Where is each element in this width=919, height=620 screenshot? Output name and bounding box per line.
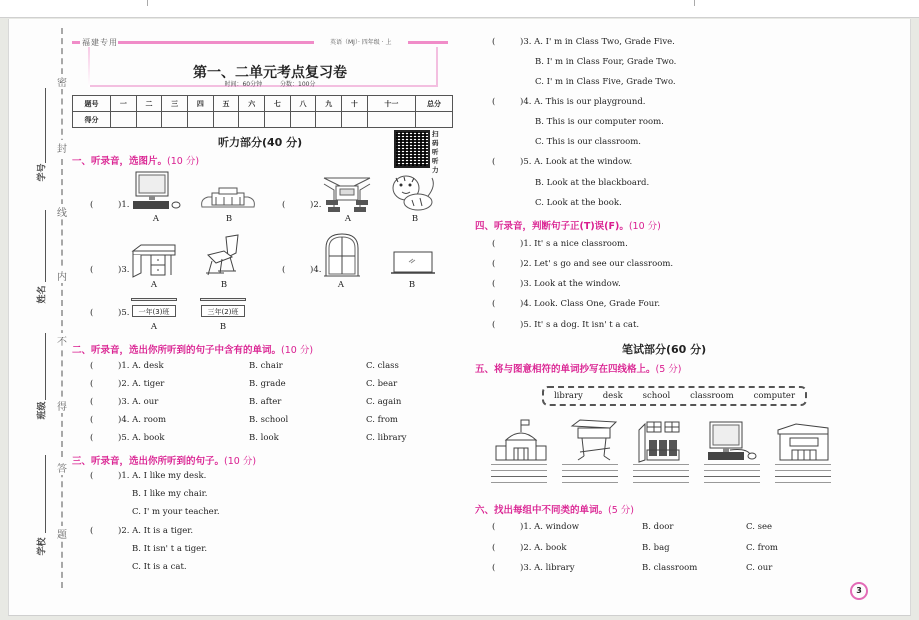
- binding-dashed-line: [61, 28, 63, 588]
- field-label-school: 学校: [37, 537, 48, 556]
- answer-blank[interactable]: (: [492, 320, 496, 330]
- question-number: )2.: [310, 200, 322, 210]
- section-points: (5 分): [655, 364, 682, 375]
- statement: )1. It' s a nice classroom.: [520, 239, 628, 249]
- score-cell: 得分: [73, 112, 111, 128]
- chair-icon: [204, 233, 242, 279]
- question-1-5: [90, 308, 129, 318]
- option-a: )4. A. This is our playground.: [520, 97, 646, 107]
- question-number: )1.: [118, 200, 130, 210]
- section-points: (10 分): [628, 221, 661, 232]
- section-5-title: [475, 361, 682, 375]
- field-label-name: 姓名: [37, 285, 48, 304]
- option-a: )3. A. library: [520, 563, 575, 573]
- answer-blank[interactable]: (: [90, 361, 94, 371]
- score-cell: 六: [239, 96, 265, 112]
- writing-lines[interactable]: [491, 464, 547, 488]
- answer-blank[interactable]: (: [282, 200, 286, 210]
- answer-blank[interactable]: (: [90, 471, 94, 481]
- score-input-cell[interactable]: [316, 112, 342, 128]
- answer-blank[interactable]: (: [492, 543, 496, 553]
- option-b: B. chair: [249, 361, 283, 371]
- option-label-a: A: [337, 280, 345, 290]
- option-b: B. grade: [249, 379, 286, 389]
- score-cell: 五: [213, 96, 239, 112]
- option-c: C. Look at the book.: [535, 198, 622, 208]
- option-c: C. from: [746, 543, 778, 553]
- question-number: )5.: [118, 308, 130, 318]
- statement: )3. Look at the window.: [520, 279, 621, 289]
- question-1-2: [282, 200, 321, 210]
- score-input-cell[interactable]: [111, 112, 137, 128]
- option-label-b: B: [219, 322, 227, 332]
- option-b: B. I' m in Class Four, Grade Two.: [535, 57, 677, 67]
- option-a: )1. A. I like my desk.: [118, 471, 207, 481]
- statement: )5. It' s a dog. It isn' t a cat.: [520, 320, 640, 330]
- region-tag: 福建专用: [82, 38, 118, 47]
- option-a: )5. A. book: [118, 433, 165, 443]
- word-bank-item: computer: [753, 391, 796, 401]
- score-cell: 十一: [367, 96, 415, 112]
- answer-blank[interactable]: (: [90, 526, 94, 536]
- option-c: C. see: [746, 522, 773, 532]
- score-table-score-row: [73, 112, 453, 128]
- section-points: (10 分): [281, 345, 314, 356]
- word-bank-item: school: [642, 391, 671, 401]
- option-label-b: B: [220, 280, 228, 290]
- section-points: (5 分): [608, 505, 634, 516]
- question-4-5: [492, 320, 639, 330]
- binding-char: 线: [55, 204, 69, 219]
- option-a: )5. A. Look at the window.: [520, 157, 633, 167]
- question-4-2: [492, 259, 673, 269]
- score-table: [72, 95, 453, 128]
- field-line-name[interactable]: [45, 210, 46, 282]
- question-number: )4.: [310, 265, 322, 275]
- book-label: 英语（MJ）· 四年级 · 上: [330, 39, 392, 46]
- writing-lines[interactable]: [633, 464, 689, 488]
- page-number: 3: [850, 582, 868, 600]
- answer-blank[interactable]: (: [492, 279, 496, 289]
- class-sign-a: 一年(3)班: [132, 305, 176, 317]
- option-c: C. class: [366, 361, 399, 371]
- score-input-cell[interactable]: [239, 112, 265, 128]
- word-bank-item: classroom: [690, 391, 734, 401]
- option-label-a: A: [344, 214, 352, 224]
- option-label-b: B: [225, 214, 233, 224]
- option-a: )4. A. room: [118, 415, 167, 425]
- score-cell: 七: [265, 96, 291, 112]
- answer-blank[interactable]: (: [90, 379, 94, 389]
- score-input-cell[interactable]: [188, 112, 214, 128]
- option-c: C. I' m in Class Five, Grade Two.: [535, 77, 676, 87]
- answer-blank[interactable]: (: [492, 97, 496, 107]
- writing-part-title: 笔试部分(60 分): [622, 343, 707, 356]
- school-desk-icon: [570, 418, 620, 462]
- binding-char: 封: [55, 140, 69, 155]
- option-c: C. This is our classroom.: [535, 137, 642, 147]
- option-b: B. classroom: [642, 563, 698, 573]
- field-line-school[interactable]: [45, 455, 46, 533]
- answer-blank[interactable]: (: [492, 37, 496, 47]
- question-3-2: [90, 526, 193, 536]
- answer-blank[interactable]: (: [492, 157, 496, 167]
- section-3-title: [72, 453, 256, 467]
- classroom-desks-icon: [637, 420, 687, 464]
- option-b: B. Look at the blackboard.: [535, 178, 650, 188]
- section-title-text: 五、将与图意相符的单词抄写在四线格上。: [475, 364, 656, 375]
- question-1-4: [282, 265, 321, 275]
- score-cell: 题号: [73, 96, 111, 112]
- option-a: )2. A. book: [520, 543, 567, 553]
- option-label-a: A: [150, 280, 158, 290]
- classroom-icon: [322, 174, 372, 214]
- writing-lines[interactable]: [775, 464, 831, 488]
- answer-blank[interactable]: (: [90, 308, 94, 318]
- statement: )4. Look. Class One, Grade Four.: [520, 299, 661, 309]
- question-6-3: [492, 563, 575, 573]
- question-2-3: [90, 397, 158, 407]
- question-2-4: [90, 415, 166, 425]
- binding-char: 得: [55, 398, 69, 413]
- question-4-3: [492, 279, 621, 289]
- binding-char: 密: [55, 74, 69, 89]
- window-icon: [324, 232, 360, 278]
- option-c: C. library: [366, 433, 407, 443]
- option-label-b: B: [408, 280, 416, 290]
- viewer-toolbar: [0, 0, 919, 18]
- score-cell: 四: [188, 96, 214, 112]
- score-cell: 二: [136, 96, 162, 112]
- blackboard-icon: [391, 250, 435, 276]
- answer-blank[interactable]: (: [492, 299, 496, 309]
- answer-blank[interactable]: (: [90, 265, 94, 275]
- section-points: (10 分): [167, 156, 200, 167]
- field-label-class: 班级: [37, 401, 48, 420]
- section-6-title: [475, 502, 634, 516]
- exam-time: 时间：60分钟: [224, 81, 263, 88]
- score-input-cell[interactable]: [213, 112, 239, 128]
- question-3-3: [492, 37, 675, 47]
- binding-char: 题: [55, 526, 69, 541]
- class-sign-b: 三年(2)班: [201, 305, 245, 317]
- score-input-cell[interactable]: [162, 112, 188, 128]
- section-title-text: 三、听录音，选出你所听到的句子。: [72, 456, 225, 467]
- binding-char: 内: [55, 268, 69, 283]
- answer-blank[interactable]: (: [492, 522, 496, 532]
- qr-caption: 扫码听听力: [432, 130, 439, 174]
- option-c: C. our: [746, 563, 773, 573]
- question-1-3: [90, 265, 129, 275]
- score-input-cell[interactable]: [342, 112, 368, 128]
- score-cell: 九: [316, 96, 342, 112]
- section-4-title: [475, 218, 661, 232]
- header-rule: [408, 41, 448, 44]
- option-b: B. school: [249, 415, 289, 425]
- option-c: C. again: [366, 397, 402, 407]
- header-rule: [72, 41, 80, 44]
- question-3-5: [492, 157, 632, 167]
- computer-icon: [131, 170, 181, 212]
- sign-bar: [200, 298, 246, 301]
- answer-blank[interactable]: (: [282, 265, 286, 275]
- exam-score: 分数：100分: [280, 81, 316, 88]
- question-2-1: [90, 361, 164, 371]
- sign-bar: [131, 298, 177, 301]
- question-number: )3.: [118, 265, 130, 275]
- tiger-icon: [390, 172, 438, 212]
- qr-code-icon: [394, 130, 430, 168]
- section-title-text: 一、听录音，选图片。: [72, 156, 168, 167]
- toolbar-divider: [694, 0, 695, 6]
- toolbar-divider: [147, 0, 148, 6]
- score-cell: 三: [162, 96, 188, 112]
- writing-lines[interactable]: [704, 464, 760, 488]
- computer-icon: [706, 420, 758, 462]
- statement: )2. Let' s go and see our classroom.: [520, 259, 674, 269]
- field-line-class[interactable]: [45, 333, 46, 400]
- option-b: B. after: [249, 397, 282, 407]
- exam-meta: [0, 79, 540, 88]
- library-building-icon: [200, 185, 256, 211]
- field-label-student-number: 学号: [37, 163, 48, 182]
- score-input-cell[interactable]: [367, 112, 415, 128]
- section-1-title: [72, 153, 199, 167]
- question-6-1: [492, 522, 579, 532]
- school-building-icon: [494, 418, 548, 462]
- score-input-cell[interactable]: [265, 112, 291, 128]
- option-c: C. bear: [366, 379, 398, 389]
- section-2-title: [72, 342, 313, 356]
- word-bank: [542, 386, 807, 406]
- word-bank-item: desk: [602, 391, 623, 401]
- library-icon: [776, 422, 832, 462]
- answer-blank[interactable]: (: [492, 239, 496, 249]
- option-a: )3. A. I' m in Class Two, Grade Five.: [520, 37, 675, 47]
- option-a: )1. A. window: [520, 522, 579, 532]
- option-a: )1. A. desk: [118, 361, 164, 371]
- option-b: B. door: [642, 522, 674, 532]
- option-a: )2. A. tiger: [118, 379, 165, 389]
- option-a: )2. A. It is a tiger.: [118, 526, 194, 536]
- section-title-text: 二、听录音，选出你所听到的句子中含有的单词。: [72, 345, 282, 356]
- header-rule: [118, 41, 314, 44]
- score-input-cell[interactable]: [136, 112, 162, 128]
- question-4-4: [492, 299, 660, 309]
- answer-blank[interactable]: (: [90, 433, 94, 443]
- option-b: B. look: [249, 433, 279, 443]
- answer-blank[interactable]: (: [90, 415, 94, 425]
- option-b: B. I like my chair.: [132, 489, 208, 499]
- word-bank-item: library: [553, 391, 583, 401]
- score-cell: 一: [111, 96, 137, 112]
- answer-blank[interactable]: (: [492, 563, 496, 573]
- option-c: C. I' m your teacher.: [132, 507, 220, 517]
- question-3-1: [90, 471, 206, 481]
- option-c: C. from: [366, 415, 398, 425]
- option-b: B. bag: [642, 543, 670, 553]
- option-c: C. It is a cat.: [132, 562, 187, 572]
- section-title-text: 六、找出每组中不同类的单词。: [475, 505, 609, 516]
- question-6-2: [492, 543, 567, 553]
- desk-icon: [131, 243, 177, 279]
- answer-blank[interactable]: (: [492, 259, 496, 269]
- binding-char: 答: [55, 460, 69, 475]
- option-b: B. This is our computer room.: [535, 117, 664, 127]
- score-table-header-row: [73, 96, 453, 112]
- score-cell: 总分: [416, 96, 453, 112]
- listening-part-title: 听力部分(40 分): [218, 136, 303, 149]
- writing-lines[interactable]: [562, 464, 618, 488]
- score-input-cell[interactable]: [416, 112, 453, 128]
- score-input-cell[interactable]: [290, 112, 316, 128]
- question-4-1: [492, 239, 628, 249]
- option-b: B. It isn' t a tiger.: [132, 544, 208, 554]
- answer-blank[interactable]: (: [90, 397, 94, 407]
- field-line-student-number[interactable]: [45, 88, 46, 163]
- question-2-2: [90, 379, 164, 389]
- option-label-a: A: [150, 322, 158, 332]
- question-1-1: [90, 200, 129, 210]
- score-cell: 八: [290, 96, 316, 112]
- section-title-text: 四、听录音，判断句子正(T)误(F)。: [475, 221, 629, 232]
- score-cell: 十: [342, 96, 368, 112]
- answer-blank[interactable]: (: [90, 200, 94, 210]
- option-label-b: B: [411, 214, 419, 224]
- question-2-5: [90, 433, 165, 443]
- section-points: (10 分): [224, 456, 257, 467]
- exam-title: 第一、二单元考点复习卷: [193, 65, 347, 81]
- question-3-4: [492, 97, 645, 107]
- option-label-a: A: [152, 214, 160, 224]
- binding-char: 不: [55, 333, 69, 348]
- option-a: )3. A. our: [118, 397, 159, 407]
